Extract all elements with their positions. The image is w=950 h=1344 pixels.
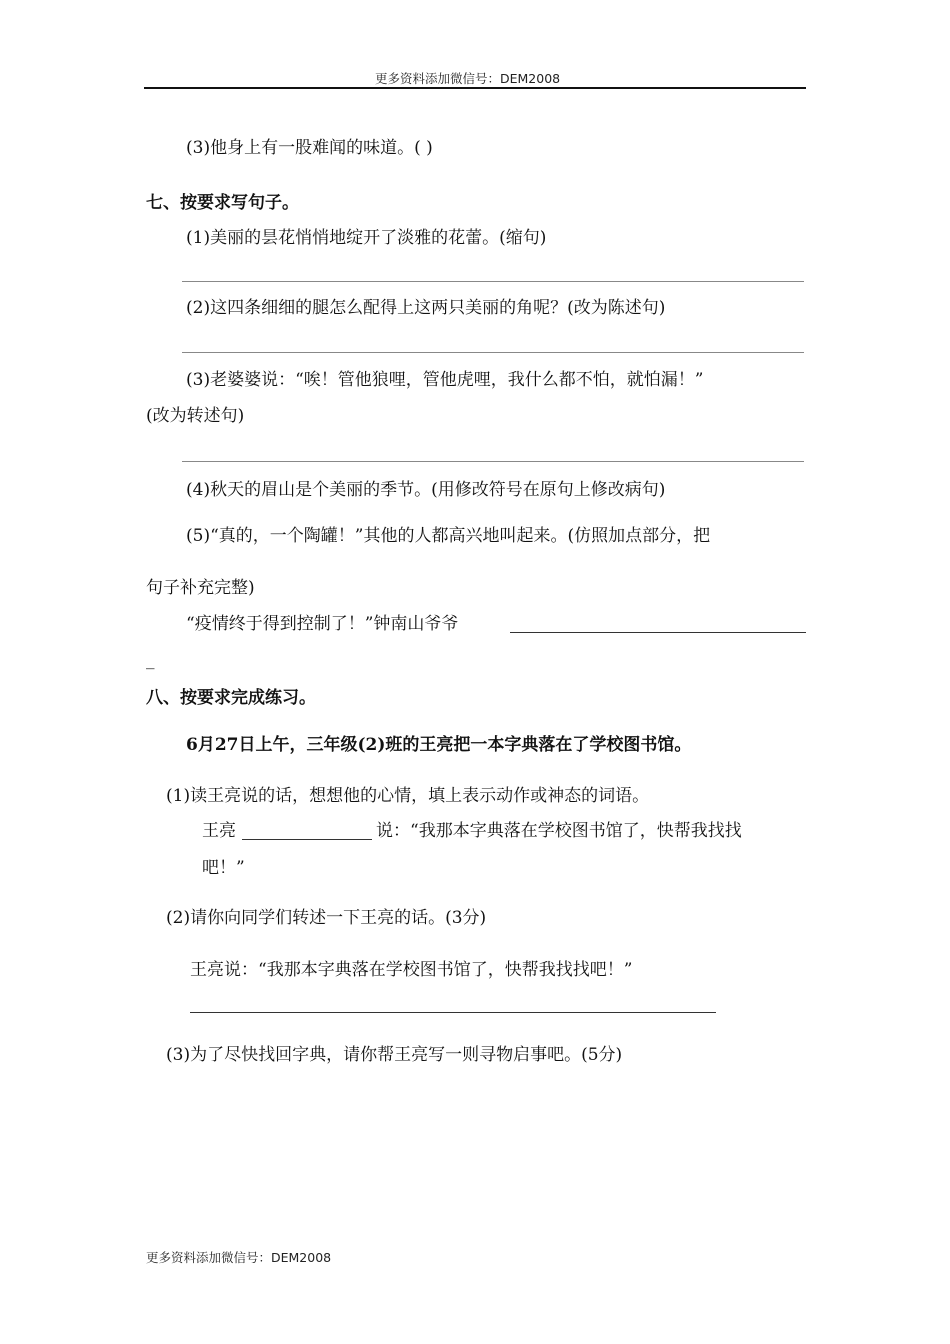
section8-q1-speech-cont: 吧！”	[202, 858, 245, 878]
section8-q2-quote: 王亮说：“我那本字典落在学校图书馆了，快帮我找找吧！”	[190, 960, 633, 980]
section8-intro: 6月27日上午，三年级(2)班的王亮把一本字典落在了学校图书馆。	[186, 735, 692, 755]
section8-q1: (1)读王亮说的话，想想他的心情，填上表示动作或神态的词语。	[166, 786, 650, 806]
q2-answer-line[interactable]	[182, 352, 804, 353]
section7-q5: (5)“真的，一个陶罐！”其他的人都高兴地叫起来。(仿照加点部分，把	[186, 526, 711, 546]
section7-q4: (4)秋天的眉山是个美丽的季节。(用修改符号在原句上修改病句)	[186, 480, 666, 500]
section8-q1-name: 王亮	[202, 821, 236, 841]
page-footer: 更多资料添加微信号：DEM2008	[146, 1250, 332, 1265]
section7-q3-cont: (改为转述句)	[146, 406, 245, 426]
q1-answer-line[interactable]	[182, 281, 804, 282]
section6-item3: (3)他身上有一股难闻的味道。( )	[186, 138, 433, 158]
section7-q3: (3)老婆婆说：“唉！管他狼哩，管他虎哩，我什么都不怕，就怕漏！”	[186, 370, 704, 390]
section7-q2: (2)这四条细细的腿怎么配得上这两只美丽的角呢？(改为陈述句)	[186, 298, 666, 318]
section7-q1: (1)美丽的昙花悄悄地绽开了淡雅的花蕾。(缩句)	[186, 228, 547, 248]
q2-answer-line[interactable]	[190, 1012, 716, 1013]
section8-title: 八、按要求完成练习。	[146, 688, 316, 708]
section7-q5-underscore: _	[146, 650, 155, 670]
header-rule	[144, 87, 806, 89]
page-header: 更多资料添加微信号：DEM2008	[375, 71, 561, 86]
section7-q5-cont: 句子补充完整)	[146, 578, 255, 598]
section7-q5-prompt: “疫情终于得到控制了！”钟南山爷爷	[186, 614, 459, 634]
section7-title: 七、按要求写句子。	[146, 193, 299, 213]
section8-q2: (2)请你向同学们转述一下王亮的话。(3分)	[166, 908, 487, 928]
q3-answer-line[interactable]	[182, 461, 804, 462]
section8-q1-speech: 说：“我那本字典落在学校图书馆了，快帮我找找	[376, 821, 742, 841]
q1-blank-line[interactable]	[242, 839, 372, 840]
q5-answer-line[interactable]	[510, 632, 806, 633]
section8-q3: (3)为了尽快找回字典，请你帮王亮写一则寻物启事吧。(5分)	[166, 1045, 623, 1065]
